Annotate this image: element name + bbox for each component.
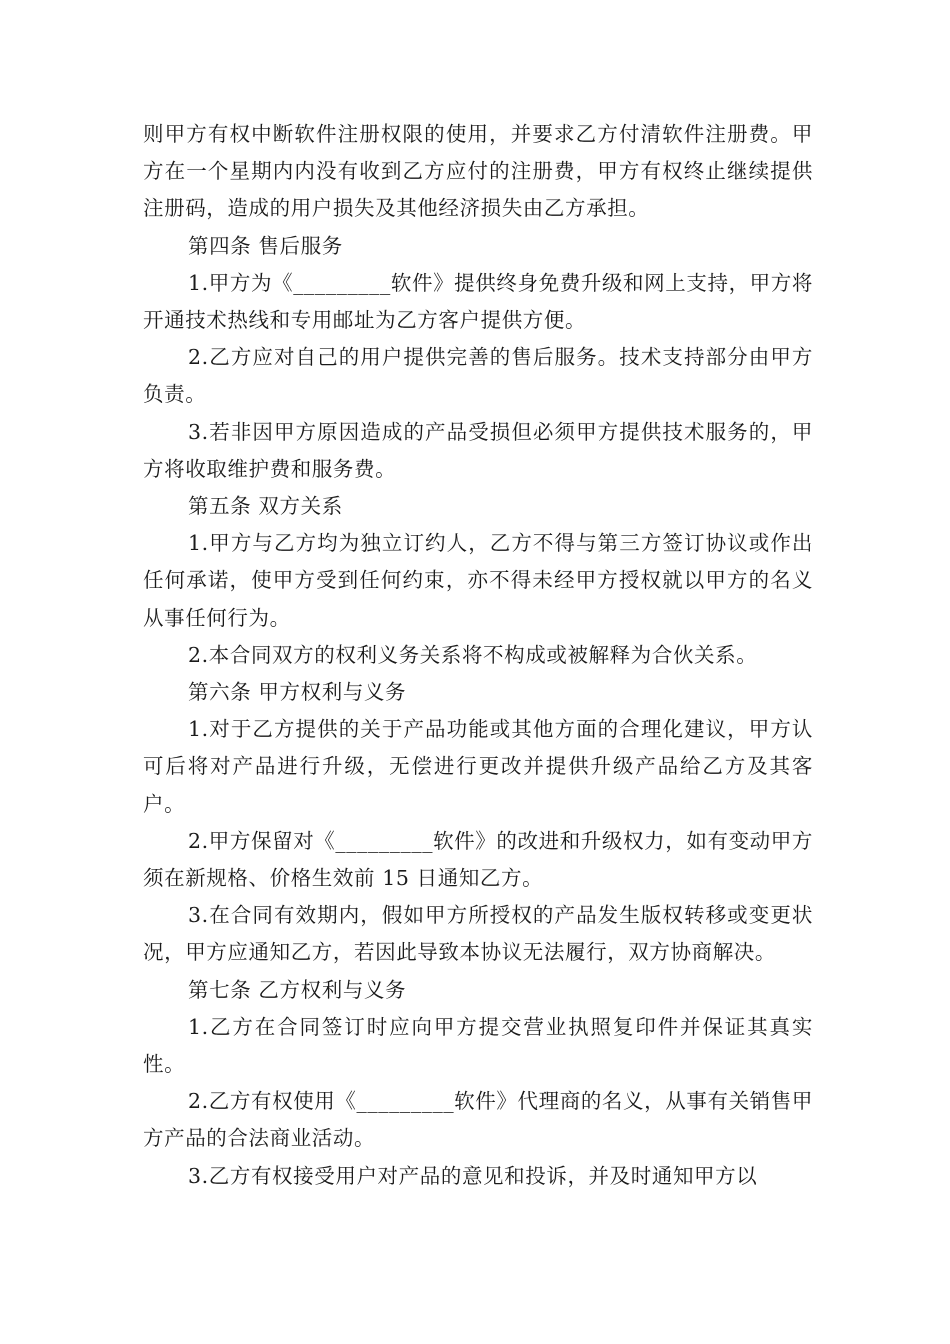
clause-6-1: 1.对于乙方提供的关于产品功能或其他方面的合理化建议，甲方认可后将对产品进行升级，无偿进行更改并提供升级产品给乙方及其客户。 [143,717,813,816]
clause-5-1: 1.甲方与乙方均为独立订约人，乙方不得与第三方签订协议或作出任何承诺，使甲方受到任何约束，亦不得未经甲方授权就以甲方的名义从事任何行为。 [143,531,813,630]
clause-7-2: 2.乙方有权使用《_________软件》代理商的名义，从事有关销售甲方产品的合法商业活动。 [143,1089,813,1151]
paragraph-continuation: 则甲方有权中断软件注册权限的使用，并要求乙方付清软件注册费。甲方在一个星期内内没有收到乙方应付的注册费，甲方有权终止继续提供注册码，造成的用户损失及其他经济损失由乙方承担。 [143,122,813,221]
clause-5-2: 2.本合同双方的权利义务关系将不构成或被解释为合伙关系。 [188,642,758,667]
clause-7-1: 1.乙方在合同签订时应向甲方提交营业执照复印件并保证其真实性。 [143,1014,813,1077]
clause-6-3: 3.在合同有效期内，假如甲方所授权的产品发生版权转移或变更状况，甲方应通知乙方，若因此导致本协议无法履行，双方协商解决。 [143,903,813,965]
section-heading-6: 第六条 甲方权利与义务 [188,680,407,705]
document-body [143,116,813,1195]
clause-7-3: 3.乙方有权接受用户对产品的意见和投诉，并及时通知甲方以 [188,1163,758,1188]
clause-6-2: 2.甲方保留对《_________软件》的改进和升级权力，如有变动甲方须在新规格、价格生效前 15 日通知乙方。 [143,828,813,891]
section-heading-7: 第七条 乙方权利与义务 [188,977,407,1002]
section-heading-4: 第四条 售后服务 [188,233,343,258]
clause-4-2: 2.乙方应对自己的用户提供完善的售后服务。技术支持部分由甲方负责。 [143,345,813,407]
clause-4-1: 1.甲方为《_________软件》提供终身免费升级和网上支持，甲方将开通技术热线和专用邮址为乙方客户提供方便。 [143,270,813,333]
clause-4-3: 3.若非因甲方原因造成的产品受损但必须甲方提供技术服务的，甲方将收取维护费和服务费。 [143,419,813,481]
section-heading-5: 第五条 双方关系 [188,494,343,519]
